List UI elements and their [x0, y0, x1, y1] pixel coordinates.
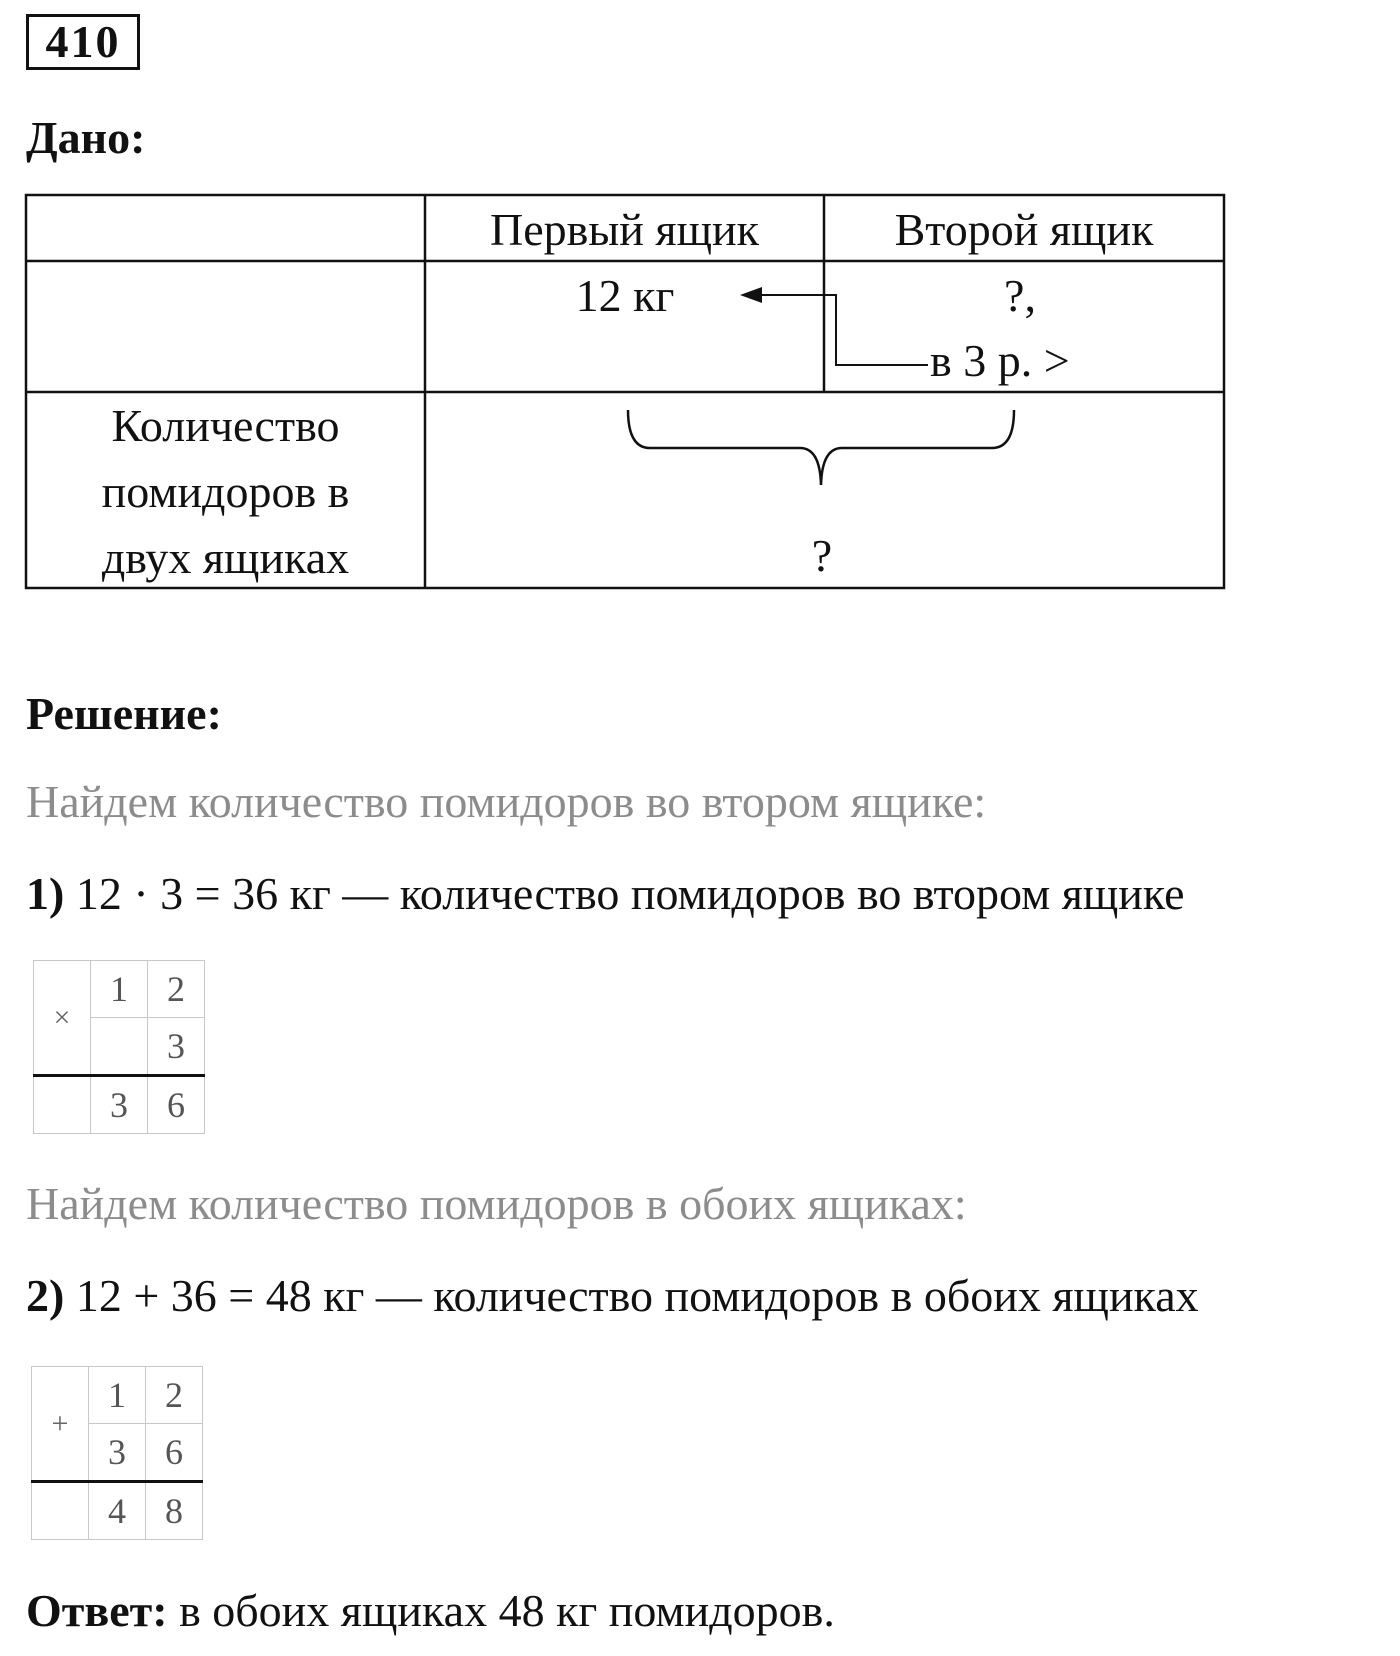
calc2-digit: 3 [89, 1424, 146, 1482]
first-box-weight: 12 кг [575, 270, 675, 321]
row-label-line-3: двух ящиках [101, 532, 350, 583]
explanation-2: Найдем количество помидоров в обоих ящиках: [26, 1178, 967, 1229]
calc2-result-digit: 4 [89, 1482, 146, 1540]
calc2-digit: 2 [146, 1367, 203, 1424]
given-heading: Дано: [26, 112, 146, 163]
calc2-empty-cell [32, 1482, 89, 1540]
step-1 [26, 868, 1185, 920]
step-1-text: 12 · 3 = 36 кг — количество помидоров во втором ящике [75, 868, 1185, 919]
step-2-text: 12 + 36 = 48 кг — количество помидоров в обоих ящиках [75, 1270, 1199, 1321]
calc1-digit [91, 1018, 148, 1076]
calc1-result-digit: 3 [91, 1076, 148, 1134]
calc2-result-digit: 8 [146, 1482, 203, 1540]
plus-operator: + [32, 1367, 89, 1482]
calc2-digit: 1 [89, 1367, 146, 1424]
second-box-unknown: ?, [1004, 270, 1036, 321]
task-number: 410 [26, 14, 140, 70]
comparison-arrow [760, 295, 928, 365]
row-label-line-2: помидоров в [101, 466, 350, 517]
solution-heading: Решение: [26, 688, 222, 739]
answer-text: в обоих ящиках 48 кг помидоров. [179, 1585, 835, 1636]
multiply-operator: × [34, 961, 91, 1076]
step-1-number: 1) [26, 868, 65, 919]
step-2 [26, 1270, 1199, 1322]
answer-label: Ответ: [26, 1585, 168, 1636]
calc1-digit: 3 [148, 1018, 205, 1076]
second-box-relation: в 3 р. > [930, 335, 1070, 386]
total-brace [628, 410, 1014, 485]
explanation-1: Найдем количество помидоров во втором ящике: [26, 776, 987, 827]
answer [26, 1585, 835, 1637]
calc1-result-digit: 6 [148, 1076, 205, 1134]
arrow-head [740, 287, 762, 303]
calc1-digit: 1 [91, 961, 148, 1018]
total-unknown: ? [811, 530, 833, 581]
calc1-digit: 2 [148, 961, 205, 1018]
header-second-box: Второй ящик [894, 204, 1154, 255]
header-first-box: Первый ящик [490, 204, 759, 255]
row-label-line-1: Количество [111, 400, 340, 451]
addition-column [31, 1366, 203, 1540]
calc2-digit: 6 [146, 1424, 203, 1482]
multiplication-column [33, 960, 205, 1134]
calc1-empty-cell [34, 1076, 91, 1134]
step-2-number: 2) [26, 1270, 65, 1321]
